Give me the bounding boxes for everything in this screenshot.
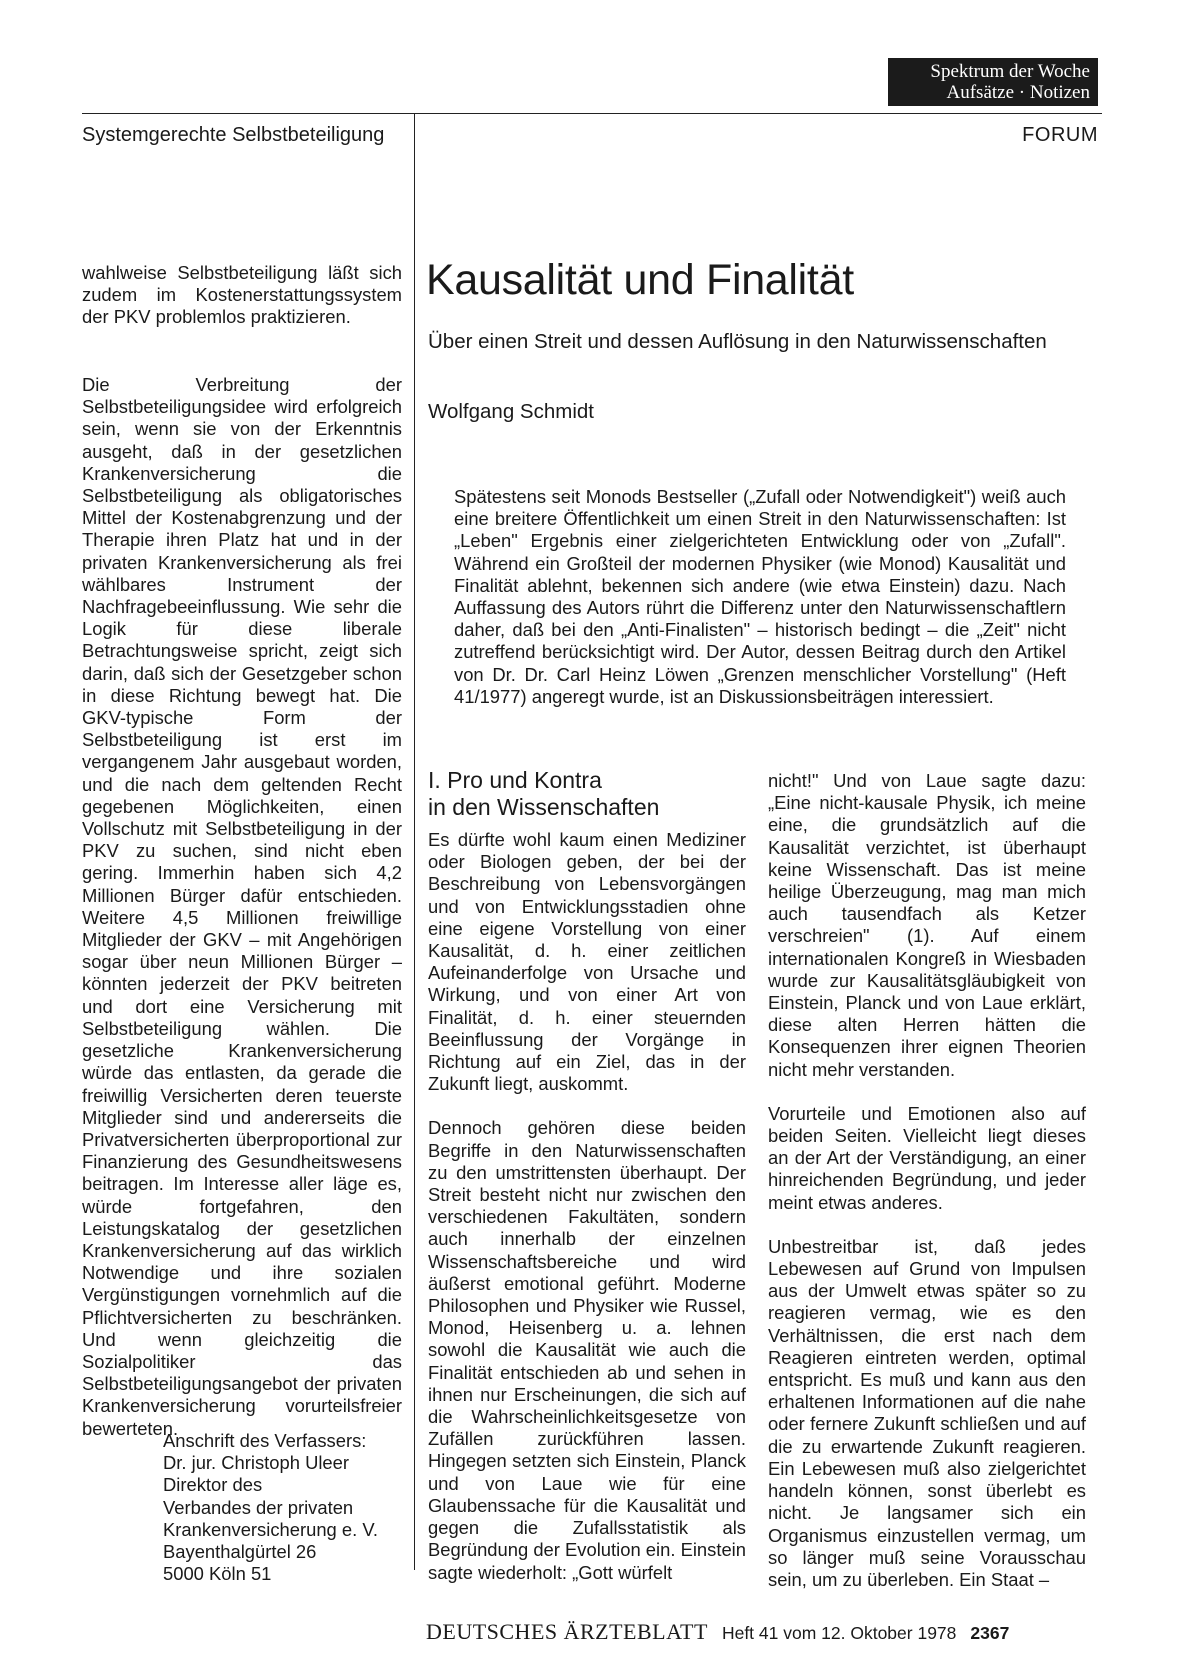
left-running-head: Systemgerechte Selbstbeteiligung (82, 124, 385, 146)
page-number: 2367 (970, 1623, 1010, 1643)
article-author: Wolfgang Schmidt (428, 400, 594, 423)
section-heading (428, 767, 746, 821)
article-column-1 (428, 767, 746, 1606)
header-rule (82, 113, 1102, 114)
author-address (163, 1430, 403, 1585)
section-heading-line-1: I. Pro und Kontra (428, 767, 602, 793)
address-line: Verbandes der privaten (163, 1496, 354, 1518)
badge-line-1: Spektrum der Woche (930, 61, 1090, 82)
article-subtitle: Über einen Streit und dessen Auflösung in den Naturwissenschaften (428, 330, 1047, 353)
left-paragraph-1: wahlweise Selbstbeteiligung läßt sich zudem im Kostenerstattungssystem der PKV problemlos praktizieren. (82, 262, 402, 328)
article-paragraph: Vorurteile und Emotionen also auf beiden Seiten. Vielleicht liegt dieses an der Art der Verständigung, an einer hinreichenden Begründung, und jeder meint etwas anderes. (768, 1102, 1086, 1213)
left-column-intro (82, 262, 402, 329)
section-badge (888, 58, 1098, 106)
column-divider (414, 113, 415, 1570)
badge-line-2: Aufsätze · Notizen (946, 82, 1090, 103)
left-paragraph-2: Die Verbreitung der Selbstbeteiligungsidee wird erfolgreich sein, wenn sie von der Erkenntnis ausgeht, daß in der gesetzlichen Krankenversicherung die Selbstbeteiligung als obligatorisches Mittel der Kostenabgrenzung und der Therapie ihren Platz hat und in der privaten Krankenversicherung als frei wählbares Instrument der Nachfragebeeinflussung. Wie sehr die Logik für diese liberale Betrachtungsweise spricht, zeigt sich darin, daß sich der Gesetzgeber schon in diese Richtung bewegt hat. Die GKV-typische Form der Selbstbeteiligung ist erst im vergangenem Jahr ausgebaut worden, und die nach dem geltenden Recht gegebenen Möglichkeiten, einen Vollschutz mit Selbstbeteiligung in der PKV zu suchen, sind nicht eben gering. Immerhin haben sich 4,2 Millionen Bürger dafür entschieden. Weitere 4,5 Millionen freiwillige Mitglieder der GKV – mit Angehörigen sogar über neun Millionen Bürger – könnten jederzeit der PKV beitreten und dort eine Versicherung mit Selbstbeteiligung wählen. Die gesetzliche Krankenversicherung würde das entlasten, da gerade die freiwillig Versicherten deren teuerste Mitglieder sind und andererseits die Privatversicherten überproportional zur Finanzierung des Gesundheitswesens beitragen. Im Interesse aller läge es, würde fortgefahren, den Leistungskatalog der gesetzlichen Krankenversicherung auf das wirklich Notwendige und ihre sozialen Vergünstigungen vornehmlich auf die Pflichtversicherten zu beschränken. Und wenn gleichzeitig die Sozialpolitiker das Selbstbeteiligungsangebot der privaten Krankenversicherung vorurteilsfreier bewerteten. (82, 374, 402, 1439)
article-paragraph: Unbestreitbar ist, daß jedes Lebewesen auf Grund von Impulsen aus der Umwelt etwas später so zu reagieren vermag, wie es den Verhältnissen, die erst nach dem Reagieren eintreten werden, optimal entspricht. Es muß und kann aus den erhaltenen Informationen auf die nahe oder fernere Zukunft schließen und auf die zu erwartende Zukunft reagieren. Ein Lebewesen muß also zielgerichtet handeln können, sonst überlebt es nicht. Je langsamer sich ein Organismus einzustellen vermag, um so länger muß seine Vorausschau sein, um zu überleben. Ein Staat – (768, 1235, 1086, 1590)
article-paragraph: Dennoch gehören diese beiden Begriffe in den Naturwissenschaften zu den umstrittensten überhaupt. Der Streit besteht nicht nur zwischen den verschiedenen Fakultäten, sondern auch innerhalb der einzelnen Wissenschaftsbereiche und wird äußerst emotional geführt. Moderne Philosophen und Physiker wie Russel, Monod, Heisenberg u. a. lehnen sowohl die Kausalität wie auch die Finalität entschieden ab und sehen in ihnen nur Erscheinungen, die sich auf die Wahrscheinlichkeitsgesetze von Zufällen zurückführen lassen. Hingegen setzten sich Einstein, Planck und von Laue wie für eine Glaubenssache für die Kausalität und gegen die Zufallsstatistik als Begründung der Evolution ein. Einstein sagte wiederholt: „Gott würfelt (428, 1117, 746, 1583)
article-paragraph: nicht!" Und von Laue sagte dazu: „Eine nicht-kausale Physik, ich meine eine, die grundsätzlich auf die Kausalität verzichtet, ist überhaupt keine Wissenschaft. Das ist meine heilige Überzeugung, mag man mich auch tausendfach als Ketzer verschreien" (1). Auf einem internationalen Kongreß in Wiesbaden wurde zur Kausalitätsgläubigkeit von Einstein, Planck und von Laue erklärt, diese alten Herren hätten die Konsequenzen ihrer eignen Theorien nicht mehr verstanden. (768, 770, 1086, 1080)
journal-name: DEUTSCHES ÄRZTEBLATT (426, 1619, 708, 1644)
address-line: Direktor des (163, 1474, 263, 1496)
address-line: 5000 Köln 51 (163, 1563, 272, 1585)
issue-info: Heft 41 vom 12. Oktober 1978 (721, 1623, 957, 1643)
section-label: FORUM (1022, 124, 1098, 146)
address-line: Anschrift des Verfassers: (163, 1430, 367, 1451)
left-column-body (82, 374, 402, 1440)
address-line: Bayenthalgürtel 26 (163, 1541, 317, 1563)
page-footer (426, 1619, 1009, 1645)
article-column-2 (768, 770, 1086, 1613)
article-paragraph: Es dürfte wohl kaum einen Mediziner oder Biologen geben, der bei der Beschreibung von Lebensvorgängen und von Entwicklungsstadien ohne eine eigene Vorstellung von einer Kausalität, d. h. einer zeitlichen Aufeinanderfolge von Ursache und Wirkung, und von einer Art von Finalität, d. h. einer steuernden Beeinflussung der Vorgänge in Richtung auf ein Ziel, das in der Zukunft liegt, auskommt. (428, 829, 746, 1095)
section-heading-line-2: in den Wissenschaften (428, 794, 660, 820)
article-abstract: Spätestens seit Monods Bestseller („Zufall oder Notwendigkeit") weiß auch eine breitere Öffentlichkeit um einen Streit in den Naturwissenschaften: Ist „Leben" Ergebnis einer zielgerichteten Entwicklung oder von „Zufall". Während ein Großteil der modernen Physiker (wie Monod) Kausalität und Finalität ablehnt, bekennen sich andere (wie etwa Einstein) dazu. Nach Auffassung des Autors rührt die Differenz unter den Naturwissenschaftlern daher, daß bei den „Anti-Finalisten" – historisch bedingt – die „Zeit" nicht zutreffend berücksichtigt wird. Der Autor, dessen Beitrag durch den Artikel von Dr. Dr. Carl Heinz Löwen „Grenzen menschlicher Vorstellung" (Heft 41/1977) angeregt wurde, ist an Diskussionsbeiträgen interessiert. (454, 486, 1066, 707)
address-line: Krankenversicherung e. V. (163, 1518, 379, 1540)
article-title: Kausalität und Finalität (426, 256, 854, 304)
address-line: Dr. jur. Christoph Uleer (163, 1452, 350, 1474)
